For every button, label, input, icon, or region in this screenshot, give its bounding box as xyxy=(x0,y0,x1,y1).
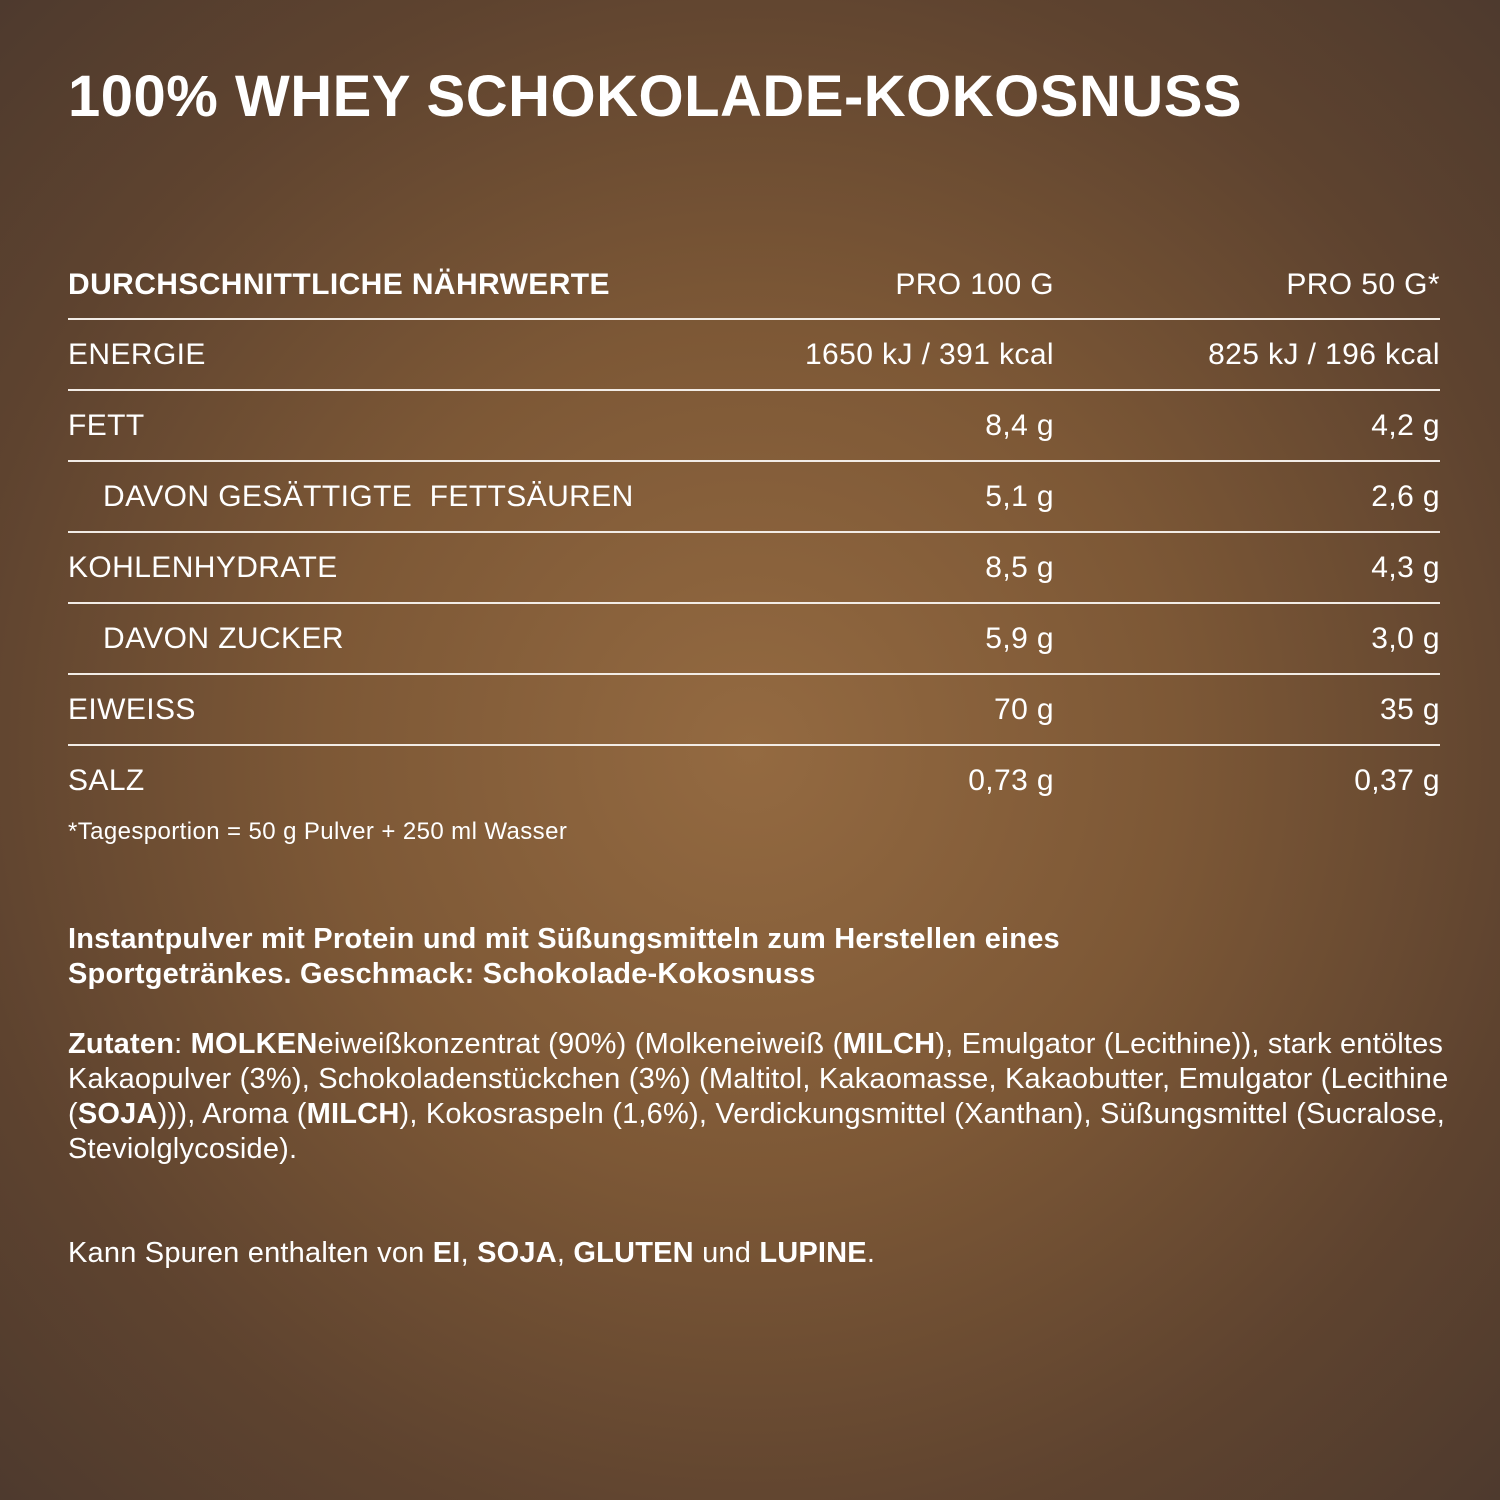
page-title: 100% WHEY SCHOKOLADE-KOKOSNUSS xyxy=(68,64,1243,129)
row-per-100g: 8,4 g xyxy=(985,408,1054,442)
traces-text: . xyxy=(866,1237,876,1269)
row-label: KOHLENHYDRATE xyxy=(68,550,338,584)
nutrition-table xyxy=(68,252,1440,815)
row-label: ENERGIE xyxy=(68,337,206,371)
row-label: EIWEISS xyxy=(68,692,196,726)
allergen: LUPINE xyxy=(759,1237,867,1269)
row-label: FETT xyxy=(68,408,145,442)
traces-statement xyxy=(68,1236,1448,1271)
ingredients-list xyxy=(68,1027,1458,1167)
row-per-100g: 5,9 g xyxy=(985,621,1054,655)
description-line: Sportgetränkes. Geschmack: Schokolade-Kokosnuss xyxy=(68,958,816,990)
table-header-row xyxy=(68,252,1440,320)
header-per-100g: PRO 100 G xyxy=(895,268,1054,301)
row-label: DAVON ZUCKER xyxy=(103,621,344,655)
row-per-50g: 35 g xyxy=(1380,692,1440,726)
table-row xyxy=(68,391,1440,462)
traces-text: und xyxy=(693,1237,760,1269)
table-row xyxy=(68,462,1440,533)
allergen: MILCH xyxy=(842,1028,936,1060)
traces-text: , xyxy=(556,1237,574,1269)
row-per-50g: 4,2 g xyxy=(1371,408,1440,442)
row-per-100g: 1650 kJ / 391 kcal xyxy=(804,337,1054,371)
row-per-100g: 5,1 g xyxy=(985,479,1054,513)
row-per-50g: 4,3 g xyxy=(1371,550,1440,584)
description-line: Instantpulver mit Protein und mit Süßungsmitteln zum Herstellen eines xyxy=(68,923,1060,955)
row-per-50g: 2,6 g xyxy=(1371,479,1440,513)
row-per-50g: 0,37 g xyxy=(1354,763,1440,797)
ingredients-heading: Zutaten xyxy=(68,1028,175,1060)
table-row xyxy=(68,675,1440,746)
allergen: SOJA xyxy=(77,1098,158,1130)
row-per-50g: 3,0 g xyxy=(1371,621,1440,655)
ingredients-text: ), Emulgator (Lecithine)), stark entöltes Kakaopulver (3%), Schokoladenstückchen (3%) (Maltitol, Kakaomasse, Kakaobutter, Emulgator (Lecithine ( xyxy=(68,1028,1449,1130)
serving-footnote: *Tagesportion = 50 g Pulver + 250 ml Wasser xyxy=(68,818,568,845)
row-per-100g: 0,73 g xyxy=(968,763,1054,797)
row-per-50g: 825 kJ / 196 kcal xyxy=(1208,337,1440,371)
allergen: EI xyxy=(432,1237,461,1269)
header-per-50g: PRO 50 G* xyxy=(1286,268,1440,301)
allergen: GLUTEN xyxy=(573,1237,694,1269)
allergen: MILCH xyxy=(306,1098,400,1130)
table-row xyxy=(68,746,1440,815)
ingredients-text: ), Kokosraspeln (1,6%), Verdickungsmittel (Xanthan), Süßungsmittel (Sucralose, Steviolglycoside). xyxy=(68,1098,1446,1165)
table-row xyxy=(68,320,1440,391)
table-row xyxy=(68,533,1440,604)
row-label: DAVON GESÄTTIGTE FETTSÄUREN xyxy=(103,479,634,513)
table-row xyxy=(68,604,1440,675)
ingredients-text: ))), Aroma ( xyxy=(157,1098,307,1130)
traces-text: Kann Spuren enthalten von xyxy=(68,1237,433,1269)
traces-text: , xyxy=(460,1237,478,1269)
header-label: DURCHSCHNITTLICHE NÄHRWERTE xyxy=(68,268,610,301)
allergen: SOJA xyxy=(477,1237,557,1269)
ingredients-text: eiweißkonzentrat (90%) (Molkeneiweiß ( xyxy=(317,1028,843,1060)
allergen: MOLKEN xyxy=(190,1028,318,1060)
row-per-100g: 8,5 g xyxy=(985,550,1054,584)
row-label: SALZ xyxy=(68,763,145,797)
ingredients-text: : xyxy=(174,1028,191,1060)
product-description xyxy=(68,922,1448,992)
row-per-100g: 70 g xyxy=(994,692,1054,726)
